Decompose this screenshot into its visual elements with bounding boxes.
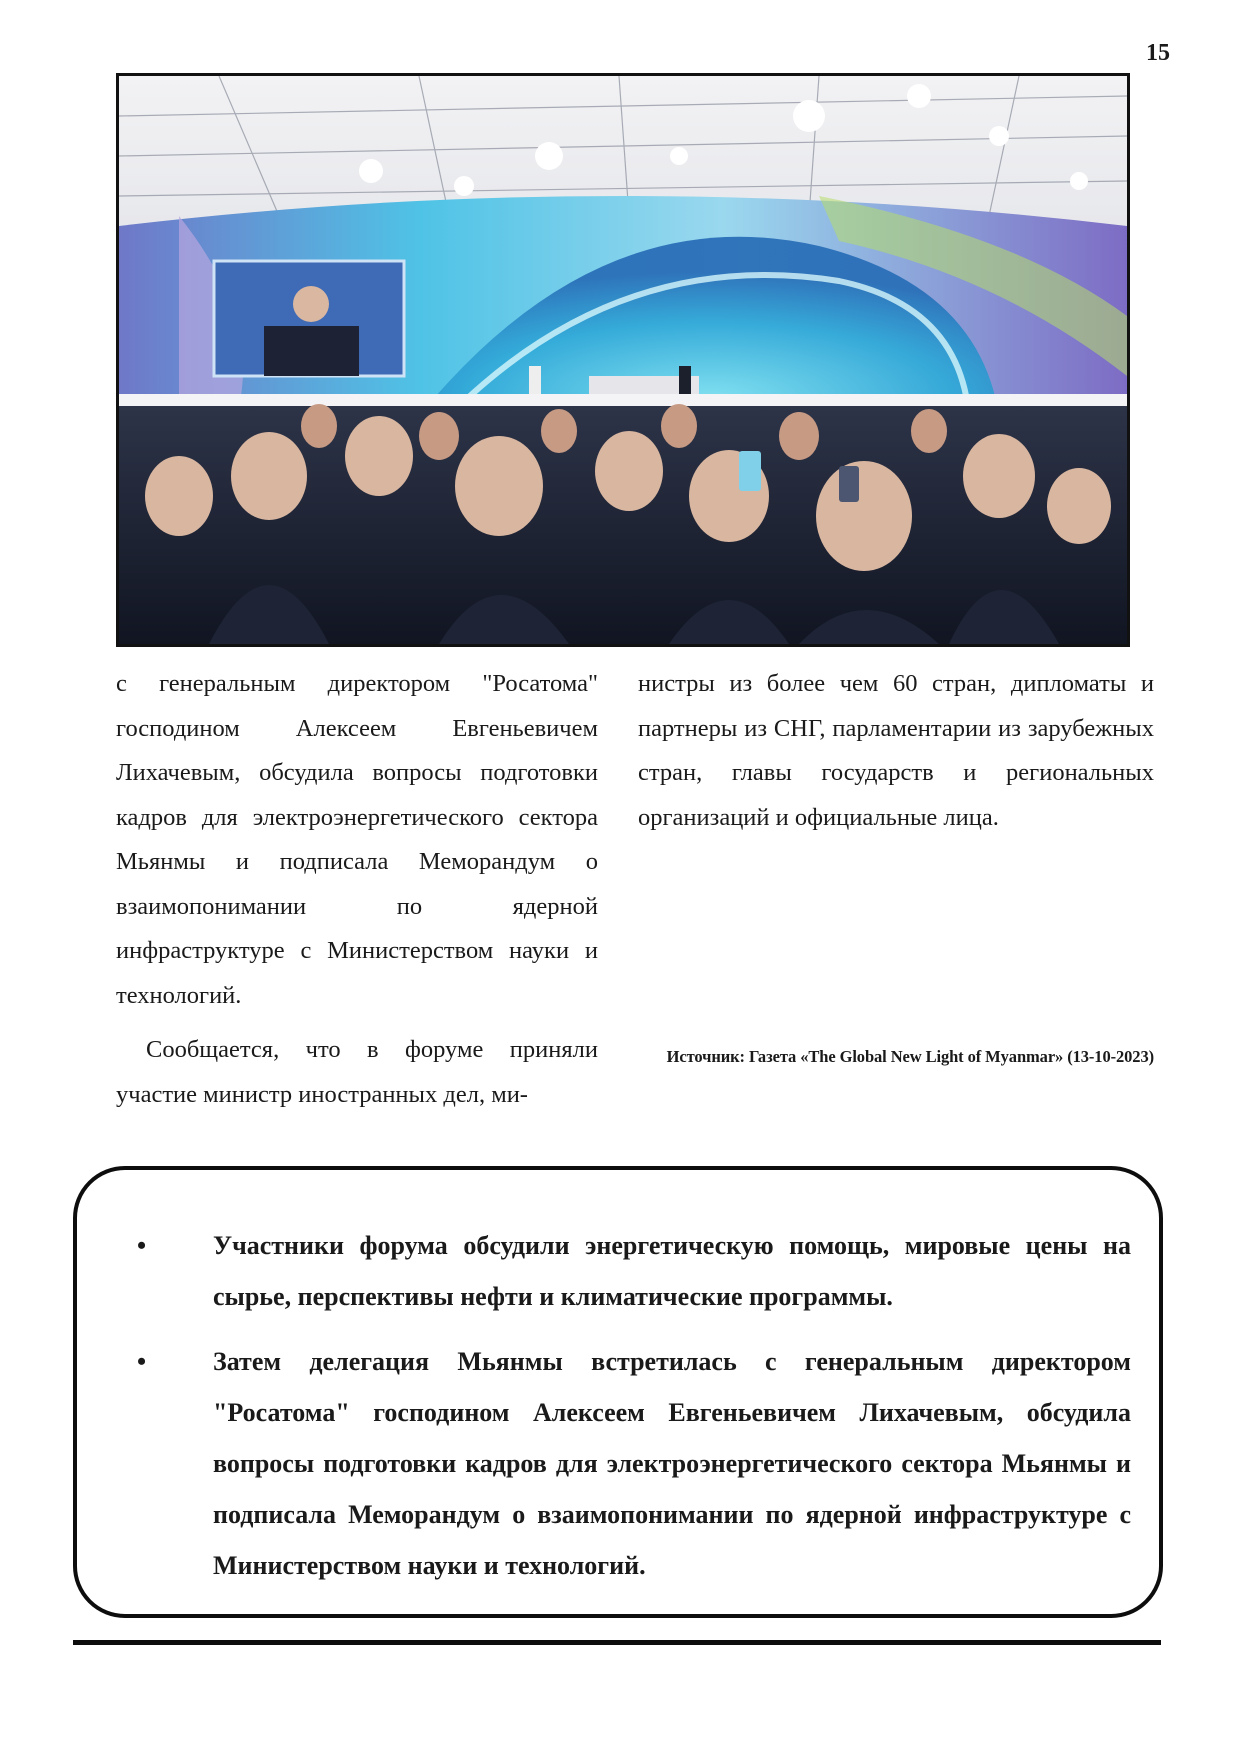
summary-item-text: Затем делегация Мьянмы встретилась с генеральным директором "Росатома" господином Алексеем Евгеньевичем Лихачевым, обсудила вопросы подготовки кадров для электроэнергетического сектора Мьянмы и подписала Меморандум о взаимопонимании по ядерной инфраструктуре с Министерством науки и технологий. (213, 1347, 1131, 1580)
article-right-column (638, 662, 1154, 840)
article-paragraph: с генеральным директором "Росатома" господином Алексеем Евгеньевичем Лихачевым, обсудила вопросы подготовки кадров для электроэнергетического сектора Мьянмы и подписала Меморандум о взаимопонимании по ядерной инфраструктуре с Министерством науки и технологий. (116, 670, 598, 1009)
summary-item-text: Участники форума обсудили энергетическую помощь, мировые цены на сырье, перспективы нефти и климатические программы. (213, 1231, 1131, 1311)
article-paragraph: Сообщается, что в форуме приняли участие министр иностранных дел, ми- (116, 1036, 598, 1108)
summary-item (137, 1336, 1131, 1591)
page-number: 15 (1146, 40, 1170, 66)
summary-list (137, 1220, 1131, 1591)
forum-photo (116, 73, 1130, 647)
article-paragraph: нистры из более чем 60 стран, дипломаты и партнеры из СНГ, парламентарии из зарубежных стран, главы государств и региональных организаций и официальные лица. (638, 670, 1154, 831)
article-left-column (116, 662, 598, 1117)
summary-box (73, 1166, 1163, 1618)
source-citation: Источник: Газета «The Global New Light of Myanmar» (13-10-2023) (666, 1047, 1154, 1066)
bottom-divider (73, 1640, 1161, 1645)
summary-item (137, 1220, 1131, 1322)
forum-hall-illustration (119, 76, 1127, 644)
bullet-icon: • (137, 1231, 147, 1260)
bullet-icon: • (137, 1347, 147, 1376)
